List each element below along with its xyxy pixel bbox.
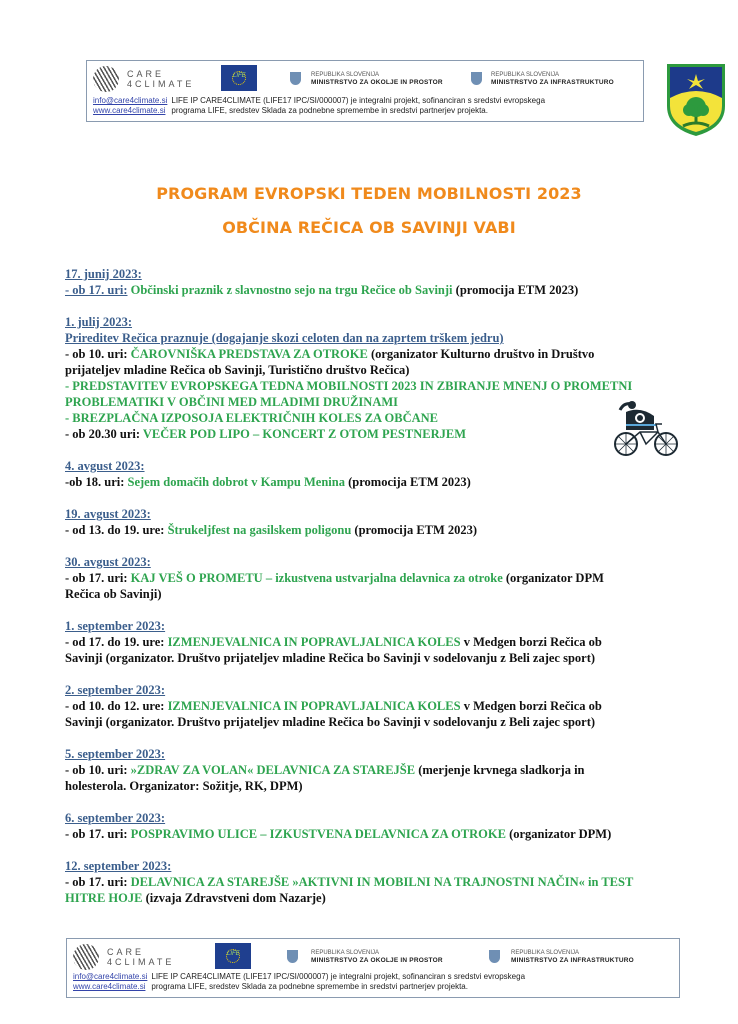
section-date: 4. avgust 2023: bbox=[65, 459, 145, 473]
slovenia-crest-icon bbox=[290, 72, 301, 85]
event-title: VEČER POD LIPO – KONCERT Z OTOM PESTNERJEM bbox=[142, 427, 467, 441]
event-time: - ob 17. uri: bbox=[65, 827, 128, 841]
eu-life-logo bbox=[215, 943, 251, 969]
section-date: 1. julij 2023: bbox=[65, 315, 133, 329]
event-title: Štrukeljfest na gasilskem poligonu bbox=[167, 523, 352, 537]
event-title: POSPRAVIMO ULICE – IZKUSTVENA DELAVNICA ZA OTROKE bbox=[130, 827, 506, 841]
event-note: prijateljev mladine Rečica ob Savinji, Turistično društvo Rečica) bbox=[65, 363, 410, 377]
event-note: Savinji (organizator. Društvo prijateljev mladine Rečica bo Savinji v sodelovanju z Beli zajec sport) bbox=[65, 651, 596, 665]
event-title: PROBLEMATIKI V OBČINI MED MLADIMI DRUŽINAMI bbox=[65, 395, 399, 409]
section-date: 6. september 2023: bbox=[65, 811, 166, 825]
footer-banner bbox=[66, 938, 680, 998]
ministry-environment: REPUBLIKA SLOVENIJA MINISTRSTVO ZA OKOLJE IN PROSTOR bbox=[311, 72, 443, 86]
care4climate-line2: 4CLIMATE bbox=[107, 957, 175, 967]
program-section bbox=[65, 458, 685, 490]
section-date: 5. september 2023: bbox=[65, 747, 166, 761]
program-section bbox=[65, 618, 685, 666]
care4climate-mark-icon bbox=[73, 944, 99, 970]
program-section bbox=[65, 266, 685, 298]
event-title: HITRE HOJE bbox=[65, 891, 143, 905]
program-section bbox=[65, 506, 685, 538]
event-note: Rečica ob Savinji) bbox=[65, 587, 162, 601]
page-subtitle: OBČINA REČICA OB SAVINJI VABI bbox=[222, 218, 516, 237]
event-title: IZMENJEVALNICA IN POPRAVLJALNICA KOLES bbox=[167, 635, 461, 649]
project-info bbox=[93, 96, 639, 116]
program-section bbox=[65, 554, 685, 602]
program-section bbox=[65, 858, 685, 906]
event-time: - ob 17. uri: bbox=[65, 571, 128, 585]
event-note: holesterola. Organizator: Sožitje, RK, DPM) bbox=[65, 779, 303, 793]
program-section bbox=[65, 314, 685, 442]
event-time: - ob 20.30 uri: bbox=[65, 427, 140, 441]
section-subtitle: Prireditev Rečica praznuje (dogajanje skozi celoten dan na zaprtem trškem jedru) bbox=[65, 331, 504, 345]
event-note: (promocija ETM 2023) bbox=[354, 523, 478, 537]
event-time: - od 17. do 19. ure: bbox=[65, 635, 165, 649]
slovenia-crest-icon bbox=[287, 950, 298, 963]
ministry-infrastructure: REPUBLIKA SLOVENIJA MINISTRSTVO ZA INFRASTRUKTURO bbox=[511, 950, 634, 964]
slovenia-crest-icon bbox=[489, 950, 500, 963]
program-list bbox=[65, 266, 685, 922]
event-note: (organizator DPM) bbox=[509, 827, 612, 841]
care4climate-logo bbox=[93, 66, 213, 94]
event-title: Občinski praznik z slavnostno sejo na trgu Rečice ob Savinji bbox=[130, 283, 453, 297]
section-date: 17. junij 2023: bbox=[65, 267, 142, 281]
partner-logos bbox=[71, 942, 675, 972]
event-time: - ob 10. uri: bbox=[65, 347, 128, 361]
event-title: IZMENJEVALNICA IN POPRAVLJALNICA KOLES bbox=[167, 699, 461, 713]
event-title: »ZDRAV ZA VOLAN« DELAVNICA ZA STAREJŠE bbox=[130, 763, 416, 777]
event-time: - ob 17. uri: bbox=[65, 875, 128, 889]
event-title: ČAROVNIŠKA PREDSTAVA ZA OTROKE bbox=[130, 347, 368, 361]
care4climate-logo bbox=[73, 944, 193, 972]
ministry-infrastructure: REPUBLIKA SLOVENIJA MINISTRSTVO ZA INFRASTRUKTURO bbox=[491, 72, 614, 86]
event-note: (promocija ETM 2023) bbox=[455, 283, 579, 297]
event-time: -ob 18. uri: bbox=[65, 475, 125, 489]
page-title: PROGRAM EVROPSKI TEDEN MOBILNOSTI 2023 bbox=[156, 184, 582, 203]
event-time: - ob 17. uri: bbox=[65, 283, 128, 297]
section-date: 19. avgust 2023: bbox=[65, 507, 151, 521]
project-info bbox=[73, 972, 675, 992]
website-link[interactable]: www.care4climate.si bbox=[93, 106, 166, 115]
program-section bbox=[65, 810, 685, 842]
municipality-coat-of-arms bbox=[665, 62, 727, 138]
email-link[interactable]: info@care4climate.si bbox=[93, 96, 168, 105]
event-note: Savinji (organizator. Društvo prijateljev mladine Rečica bo Savinji v sodelovanju z Beli zajec sport) bbox=[65, 715, 596, 729]
event-time: - ob 10. uri: bbox=[65, 763, 128, 777]
program-section bbox=[65, 746, 685, 794]
eu-life-logo bbox=[221, 65, 257, 91]
event-note: (organizator DPM bbox=[505, 571, 604, 585]
event-note: (organizator Kulturno društvo in Društvo bbox=[370, 347, 595, 361]
event-note: v Medgen borzi Rečica ob bbox=[463, 635, 602, 649]
event-time: - od 10. do 12. ure: bbox=[65, 699, 165, 713]
project-desc-line2: programa LIFE, sredstev Sklada za podnebne spremembe in sredstvi partnerjev projekta. bbox=[171, 106, 488, 115]
event-title: - PREDSTAVITEV EVROPSKEGA TEDNA MOBILNOSTI 2023 IN ZBIRANJE MNENJ O PROMETNI bbox=[65, 379, 633, 393]
slovenia-crest-icon bbox=[471, 72, 482, 85]
header-banner bbox=[86, 60, 644, 122]
section-date: 30. avgust 2023: bbox=[65, 555, 151, 569]
event-note: (izvaja Zdravstveni dom Nazarje) bbox=[145, 891, 326, 905]
event-title: DELAVNICA ZA STAREJŠE »AKTIVNI IN MOBILNI NA TRAJNOSTNI NAČIN« in TEST bbox=[130, 875, 634, 889]
care4climate-mark-icon bbox=[93, 66, 119, 92]
project-desc-line1: LIFE IP CARE4CLIMATE (LIFE17 IPC/SI/000007) je integralni projekt, sofinanciran s sredstvi evropskega bbox=[151, 972, 526, 981]
event-note: v Medgen borzi Rečica ob bbox=[463, 699, 602, 713]
section-date: 12. september 2023: bbox=[65, 859, 172, 873]
ministry-environment: REPUBLIKA SLOVENIJA MINISTRSTVO ZA OKOLJE IN PROSTOR bbox=[311, 950, 443, 964]
life-logo-text: LIFE bbox=[233, 73, 246, 79]
life-logo-text: LIFE bbox=[227, 951, 240, 957]
cyclist-illustration-icon bbox=[610, 398, 684, 460]
event-title: Sejem domačih dobrot v Kampu Menina bbox=[127, 475, 345, 489]
event-note: (merjenje krvnega sladkorja in bbox=[418, 763, 585, 777]
care4climate-line2: 4CLIMATE bbox=[127, 79, 195, 89]
partner-logos bbox=[91, 64, 639, 94]
event-title: KAJ VEŠ O PROMETU – izkustvena ustvarjalna delavnica za otroke bbox=[130, 571, 503, 585]
program-section bbox=[65, 682, 685, 730]
event-title: - BREZPLAČNA IZPOSOJA ELEKTRIČNIH KOLES ZA OBČANE bbox=[65, 411, 438, 425]
email-link[interactable]: info@care4climate.si bbox=[73, 972, 148, 981]
care4climate-line1: CARE bbox=[127, 69, 165, 79]
website-link[interactable]: www.care4climate.si bbox=[73, 982, 146, 991]
event-note: (promocija ETM 2023) bbox=[348, 475, 471, 489]
care4climate-line1: CARE bbox=[107, 947, 145, 957]
section-date: 1. september 2023: bbox=[65, 619, 166, 633]
event-time: - od 13. do 19. ure: bbox=[65, 523, 165, 537]
project-desc-line1: LIFE IP CARE4CLIMATE (LIFE17 IPC/SI/000007) je integralni projekt, sofinanciran s sredstvi evropskega bbox=[171, 96, 546, 105]
section-date: 2. september 2023: bbox=[65, 683, 166, 697]
project-desc-line2: programa LIFE, sredstev Sklada za podnebne spremembe in sredstvi partnerjev projekta. bbox=[151, 982, 468, 991]
